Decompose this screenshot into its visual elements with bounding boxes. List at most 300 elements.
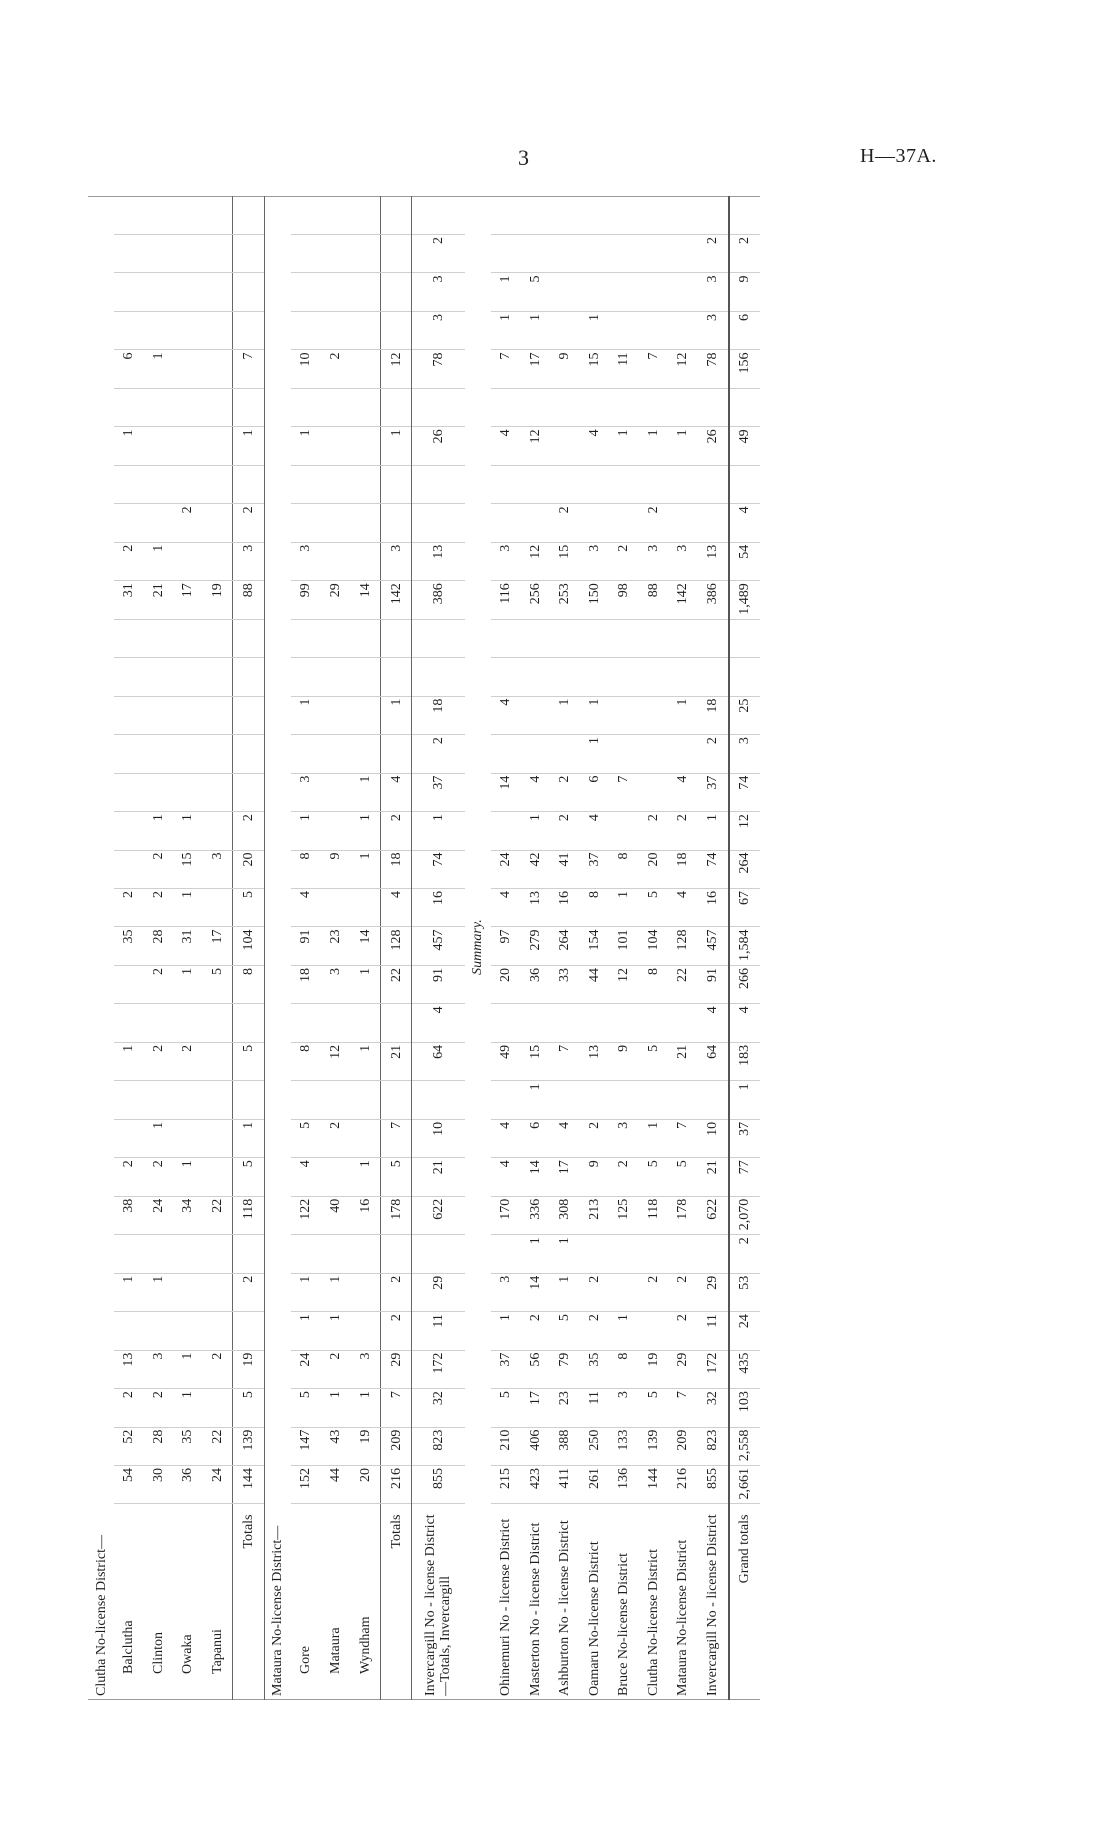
table-cell: 2	[114, 1389, 144, 1427]
table-cell: 29	[381, 1350, 412, 1388]
table-cell: 1	[144, 1119, 174, 1157]
table-cell	[203, 658, 233, 696]
table-cell: 2	[729, 1235, 760, 1273]
table-cell: 457	[697, 927, 728, 965]
row-label: Balclutha	[121, 1620, 137, 1674]
table-cell	[173, 465, 203, 503]
table-cell: 7	[609, 773, 639, 811]
table-cell	[491, 388, 521, 426]
table-cell: 31	[114, 581, 144, 619]
table-cell: 2	[520, 1312, 550, 1350]
table-cell	[638, 196, 668, 235]
table-cell: 250	[579, 1427, 609, 1465]
table-cell	[697, 1235, 728, 1273]
table-cell	[491, 619, 521, 657]
table-cell	[233, 1235, 264, 1273]
table-cell: 32	[412, 1389, 465, 1427]
table-cell	[114, 273, 144, 311]
table-cell: 35	[114, 927, 144, 965]
table-cell: 67	[729, 889, 760, 927]
row-label: Oamaru No-license District	[586, 1541, 602, 1696]
table-cell	[550, 235, 580, 273]
table-cell: 1	[579, 311, 609, 349]
table-cell	[203, 1119, 233, 1157]
table-cell	[381, 619, 412, 657]
table-cell: 1	[491, 1312, 521, 1350]
row-label: Invercargill No - license District—Totals, Invercargill	[423, 1514, 454, 1696]
table-cell	[321, 619, 351, 657]
table-cell	[114, 1004, 144, 1042]
table-cell: 20	[491, 965, 521, 1003]
table-cell: 3	[233, 542, 264, 580]
table-cell: 7	[668, 1389, 698, 1427]
table-cell: 2,558	[729, 1427, 760, 1465]
table-cell	[609, 311, 639, 349]
table-cell: 139	[638, 1427, 668, 1465]
table-cell: 17	[520, 350, 550, 388]
table-cell: 21	[381, 1042, 412, 1080]
table-cell: 5	[233, 1042, 264, 1080]
table-cell: 3	[321, 965, 351, 1003]
table-cell	[668, 311, 698, 349]
table-cell: 2	[638, 1273, 668, 1311]
table-cell	[668, 619, 698, 657]
table-cell: 22	[203, 1196, 233, 1234]
table-cell: 12	[520, 427, 550, 465]
table-cell: 5	[233, 1389, 264, 1427]
table-cell: 156	[729, 350, 760, 388]
table-cell	[144, 465, 174, 503]
table-cell: 21	[412, 1158, 465, 1196]
row-label: Masterton No - license District	[527, 1522, 543, 1696]
table-cell: 2	[697, 235, 728, 273]
table-cell	[144, 619, 174, 657]
table-cell: 823	[412, 1427, 465, 1465]
table-cell	[144, 196, 174, 235]
table-cell	[638, 619, 668, 657]
table-cell: 4	[491, 1158, 521, 1196]
table-cell: 18	[412, 696, 465, 734]
table-cell: 28	[144, 1427, 174, 1465]
table-cell	[609, 388, 639, 426]
table-cell	[729, 196, 760, 235]
table-cell: 14	[350, 581, 380, 619]
table-cell: 97	[491, 927, 521, 965]
table-cell	[173, 1273, 203, 1311]
table-cell	[350, 1004, 380, 1042]
table-cell: 1	[381, 696, 412, 734]
table-cell: 1	[144, 812, 174, 850]
table-cell: 1	[579, 735, 609, 773]
table-cell	[144, 696, 174, 734]
table-cell: 172	[412, 1350, 465, 1388]
table-cell: 13	[520, 889, 550, 927]
table-cell: 3	[203, 850, 233, 888]
table-cell	[350, 1273, 380, 1311]
table-cell: 3	[412, 311, 465, 349]
table-cell: 2	[638, 504, 668, 542]
table-cell: 2	[579, 1273, 609, 1311]
table-cell: 3	[381, 542, 412, 580]
table-cell: 44	[579, 965, 609, 1003]
table-cell: 1	[520, 812, 550, 850]
table-cell: 26	[412, 427, 465, 465]
table-cell: 2	[381, 1312, 412, 1350]
table-row	[114, 196, 144, 1700]
table-cell: 3	[291, 542, 321, 580]
table-cell: 266	[729, 965, 760, 1003]
table-cell: 9	[579, 1158, 609, 1196]
table-cell	[520, 504, 550, 542]
table-cell	[412, 1235, 465, 1273]
table-cell: 1	[638, 427, 668, 465]
row-label: Ashburton No - license District	[557, 1520, 573, 1696]
table-cell: 8	[638, 965, 668, 1003]
table-cell: 14	[350, 927, 380, 965]
table-cell: 3	[638, 542, 668, 580]
table-cell	[350, 427, 380, 465]
table-cell	[114, 1081, 144, 1119]
table-cell: 18	[668, 850, 698, 888]
table-cell: 4	[381, 889, 412, 927]
table-cell: 2,661	[729, 1466, 760, 1504]
table-cell: 2	[173, 504, 203, 542]
table-cell: 1	[697, 812, 728, 850]
table-cell	[350, 735, 380, 773]
table-cell	[233, 1004, 264, 1042]
table-cell: 23	[550, 1389, 580, 1427]
table-cell: 3	[350, 1350, 380, 1388]
table-cell	[381, 1004, 412, 1042]
table-cell	[579, 1235, 609, 1273]
table-cell	[520, 196, 550, 235]
table-cell: 136	[609, 1466, 639, 1504]
table-cell: 4	[491, 1119, 521, 1157]
table-cell	[579, 388, 609, 426]
table-cell: 2	[668, 1312, 698, 1350]
table-cell	[233, 735, 264, 773]
row-label: Mataura No-license District	[675, 1539, 691, 1696]
table-cell: 22	[381, 965, 412, 1003]
table-cell: 28	[144, 927, 174, 965]
table-cell: 77	[729, 1158, 760, 1196]
table-cell: 1	[291, 1273, 321, 1311]
table-cell: 22	[668, 965, 698, 1003]
table-cell: 99	[291, 581, 321, 619]
table-cell	[729, 465, 760, 503]
table-cell: 5	[638, 1158, 668, 1196]
table-cell	[291, 1081, 321, 1119]
table-row	[520, 196, 550, 1700]
table-cell: 308	[550, 1196, 580, 1234]
table-cell	[321, 311, 351, 349]
table-cell	[321, 773, 351, 811]
table-cell	[350, 1312, 380, 1350]
table-cell	[412, 1081, 465, 1119]
table-cell	[550, 427, 580, 465]
table-cell: 9	[321, 850, 351, 888]
table-cell	[203, 696, 233, 734]
table-cell: 1	[491, 273, 521, 311]
table-cell: 4	[729, 504, 760, 542]
table-cell	[291, 196, 321, 235]
row-label: Grand totals	[729, 1504, 760, 1700]
table-row	[173, 196, 203, 1700]
table-cell	[491, 1235, 521, 1273]
table-cell: 2	[609, 542, 639, 580]
table-cell: 1	[321, 1273, 351, 1311]
table-cell	[233, 619, 264, 657]
table-cell: 2	[550, 504, 580, 542]
table-cell	[412, 388, 465, 426]
table-cell: 5	[550, 1312, 580, 1350]
table-cell	[520, 619, 550, 657]
table-cell: 91	[291, 927, 321, 965]
table-cell: 118	[638, 1196, 668, 1234]
table-cell	[173, 311, 203, 349]
table-cell: 104	[233, 927, 264, 965]
table-cell: 147	[291, 1427, 321, 1465]
table-cell	[173, 1119, 203, 1157]
table-cell: 423	[520, 1466, 550, 1504]
table-cell	[697, 504, 728, 542]
table-cell	[668, 1004, 698, 1042]
table-cell: 37	[697, 773, 728, 811]
table-cell	[697, 388, 728, 426]
table-cell: 74	[412, 850, 465, 888]
table-cell	[491, 235, 521, 273]
table-cell	[609, 735, 639, 773]
table-cell	[668, 1235, 698, 1273]
table-cell	[291, 1235, 321, 1273]
table-cell	[550, 735, 580, 773]
table-cell: 2	[233, 504, 264, 542]
table-cell: 2,070	[729, 1196, 760, 1234]
table-cell: 1	[520, 1235, 550, 1273]
table-cell: 8	[579, 889, 609, 927]
row-label: Wyndham	[357, 1616, 373, 1674]
table-row	[381, 196, 412, 1700]
table-cell: 3	[729, 735, 760, 773]
table-cell	[233, 235, 264, 273]
table-cell	[579, 196, 609, 235]
table-cell: 1	[144, 542, 174, 580]
table-cell	[203, 773, 233, 811]
table-cell: 38	[114, 1196, 144, 1234]
table-cell: 14	[491, 773, 521, 811]
table-cell	[144, 735, 174, 773]
table-cell: 4	[291, 1158, 321, 1196]
table-cell: 29	[412, 1273, 465, 1311]
table-cell: 16	[550, 889, 580, 927]
table-cell	[203, 1042, 233, 1080]
table-row	[350, 196, 380, 1700]
table-cell	[697, 196, 728, 235]
table-cell: 2	[729, 235, 760, 273]
table-cell: 622	[697, 1196, 728, 1234]
table-cell	[291, 735, 321, 773]
table-cell: 261	[579, 1466, 609, 1504]
table-cell: 1	[144, 1273, 174, 1311]
table-cell	[203, 311, 233, 349]
table-cell: 2	[144, 850, 174, 888]
table-cell: 4	[491, 889, 521, 927]
table-cell	[173, 273, 203, 311]
table-cell	[638, 235, 668, 273]
table-cell	[668, 196, 698, 235]
table-cell: 1	[173, 1158, 203, 1196]
table-cell: 5	[233, 889, 264, 927]
table-cell: 15	[579, 350, 609, 388]
table-cell: 5	[520, 273, 550, 311]
table-cell	[144, 311, 174, 349]
table-cell	[114, 465, 144, 503]
table-cell: 7	[668, 1119, 698, 1157]
table-cell: 2	[412, 735, 465, 773]
table-cell: 11	[697, 1312, 728, 1350]
table-cell: 13	[412, 542, 465, 580]
table-cell	[381, 235, 412, 273]
table-cell	[173, 196, 203, 235]
table-cell	[668, 273, 698, 311]
table-cell: 2	[668, 1273, 698, 1311]
table-cell: 2	[321, 1119, 351, 1157]
table-cell: 1	[729, 1081, 760, 1119]
table-cell: 2	[412, 235, 465, 273]
table-cell: 1	[114, 1042, 144, 1080]
rotated-table-container	[88, 196, 760, 1700]
table-cell	[381, 504, 412, 542]
table-cell: 35	[173, 1427, 203, 1465]
table-cell: 11	[609, 350, 639, 388]
table-cell: 14	[520, 1273, 550, 1311]
table-cell	[381, 311, 412, 349]
table-cell: 101	[609, 927, 639, 965]
table-cell	[233, 311, 264, 349]
table-cell: 3	[697, 273, 728, 311]
table-cell: 14	[520, 1158, 550, 1196]
table-cell: 2	[114, 889, 144, 927]
table-cell	[520, 658, 550, 696]
table-cell: 4	[550, 1119, 580, 1157]
table-cell	[321, 735, 351, 773]
table-cell: 144	[233, 1466, 264, 1504]
table-cell	[520, 388, 550, 426]
table-cell	[144, 1235, 174, 1273]
table-cell: 29	[668, 1350, 698, 1388]
table-cell: 142	[381, 581, 412, 619]
table-cell: 411	[550, 1466, 580, 1504]
table-cell	[114, 311, 144, 349]
table-cell	[203, 619, 233, 657]
table-cell	[114, 388, 144, 426]
table-cell: 1	[350, 1158, 380, 1196]
table-cell	[350, 619, 380, 657]
table-cell: 1	[350, 1042, 380, 1080]
table-row	[668, 196, 698, 1700]
table-cell: 1	[609, 889, 639, 927]
table-cell	[291, 388, 321, 426]
table-cell: 5	[638, 889, 668, 927]
table-cell	[233, 273, 264, 311]
table-cell	[203, 273, 233, 311]
table-cell: 8	[291, 1042, 321, 1080]
table-cell	[579, 619, 609, 657]
table-cell: 78	[412, 350, 465, 388]
table-cell: 4	[729, 1004, 760, 1042]
table-cell: 34	[173, 1196, 203, 1234]
table-cell: 17	[203, 927, 233, 965]
table-cell: 19	[350, 1427, 380, 1465]
table-cell	[729, 619, 760, 657]
table-cell	[321, 542, 351, 580]
table-cell: 5	[203, 965, 233, 1003]
table-cell: 37	[579, 850, 609, 888]
table-cell: 4	[697, 1004, 728, 1042]
table-cell: 154	[579, 927, 609, 965]
table-cell	[203, 427, 233, 465]
table-cell: 1	[579, 696, 609, 734]
table-cell	[412, 619, 465, 657]
table-cell	[114, 504, 144, 542]
table-cell	[173, 350, 203, 388]
table-cell	[321, 1158, 351, 1196]
table-cell: 386	[412, 581, 465, 619]
table-cell: 2	[550, 812, 580, 850]
table-cell	[173, 235, 203, 273]
table-cell	[350, 235, 380, 273]
table-cell	[173, 619, 203, 657]
table-cell	[609, 504, 639, 542]
table-cell	[550, 465, 580, 503]
table-cell: 29	[321, 581, 351, 619]
table-row	[465, 196, 491, 1700]
table-cell	[668, 465, 698, 503]
table-cell: 35	[579, 1350, 609, 1388]
page-number: 3	[518, 145, 529, 170]
table-cell: 1	[350, 965, 380, 1003]
table-cell	[144, 1312, 174, 1350]
table-cell: 53	[729, 1273, 760, 1311]
table-cell	[550, 658, 580, 696]
table-cell: 91	[697, 965, 728, 1003]
table-cell	[114, 1235, 144, 1273]
table-row	[144, 196, 174, 1700]
table-row	[638, 196, 668, 1700]
table-cell: 4	[491, 696, 521, 734]
table-cell: 10	[412, 1119, 465, 1157]
table-cell	[638, 658, 668, 696]
table-cell: 52	[114, 1427, 144, 1465]
table-row	[321, 196, 351, 1700]
table-cell	[173, 658, 203, 696]
row-label: Gore	[298, 1646, 314, 1674]
table-row	[233, 196, 264, 1700]
table-cell	[350, 350, 380, 388]
table-row	[291, 196, 321, 1700]
table-cell: 31	[173, 927, 203, 965]
table-cell: 17	[173, 581, 203, 619]
table-cell: 1	[291, 696, 321, 734]
table-cell: 20	[638, 850, 668, 888]
table-cell	[491, 196, 521, 235]
table-cell	[203, 1235, 233, 1273]
table-cell	[609, 1081, 639, 1119]
table-cell: 5	[291, 1119, 321, 1157]
table-cell	[729, 658, 760, 696]
table-cell: 6	[520, 1119, 550, 1157]
table-cell: 1	[173, 1389, 203, 1427]
